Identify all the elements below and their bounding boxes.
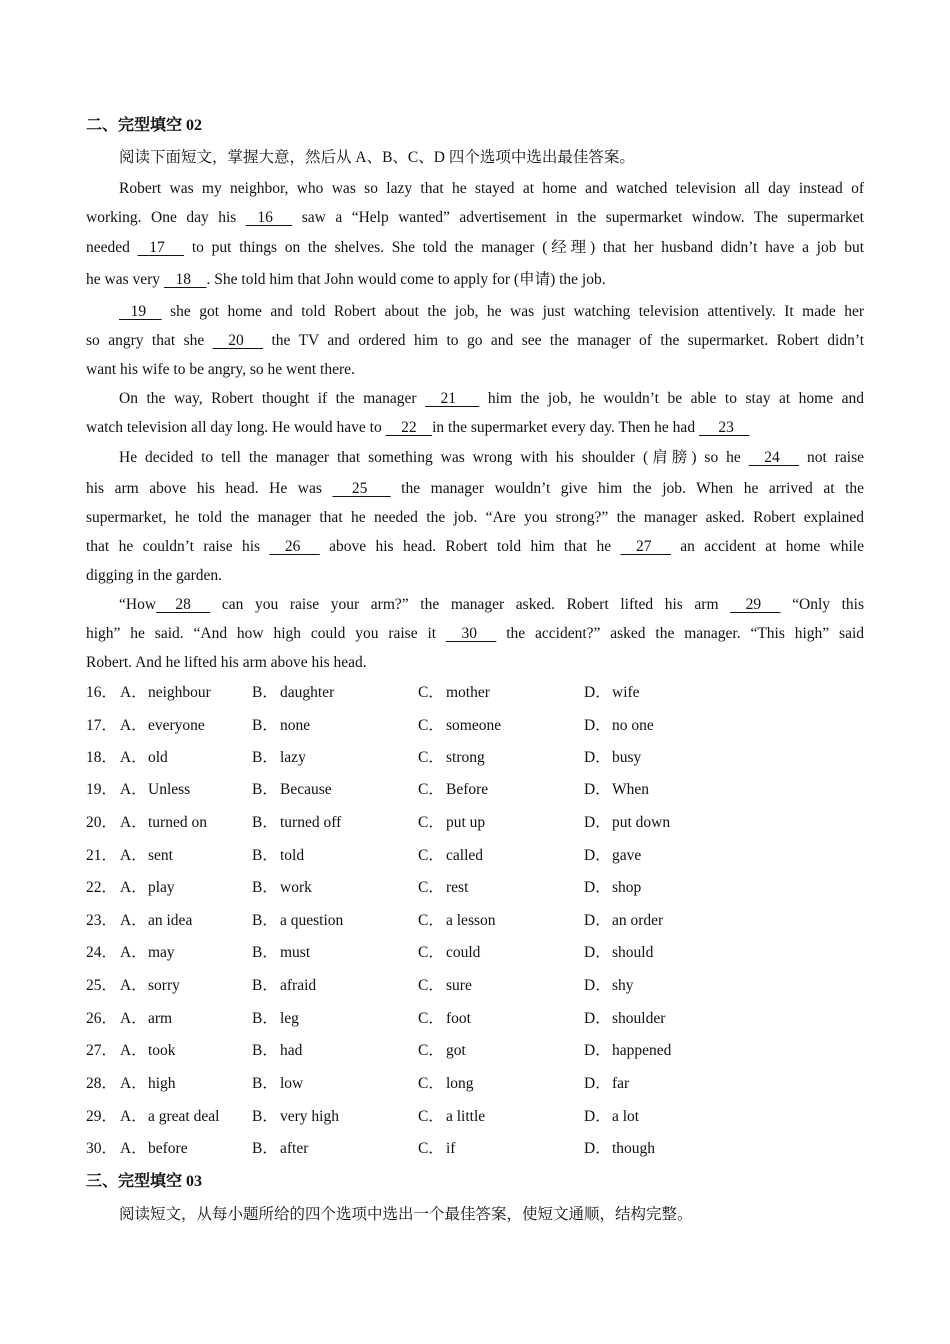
passage-line: working. One day his 16 saw a “Help wanted” advertisement in the supermarket window. The supermarket bbox=[86, 209, 864, 226]
option-a[interactable]: A．neighbour bbox=[120, 684, 211, 701]
question-number: 19． bbox=[86, 781, 118, 798]
blank-26: 26 bbox=[284, 538, 301, 555]
question-row bbox=[86, 1107, 864, 1131]
option-a[interactable]: A．sent bbox=[120, 847, 173, 864]
option-b[interactable]: B． leg bbox=[252, 1010, 299, 1027]
option-a[interactable]: A．arm bbox=[120, 1010, 173, 1027]
question-number: 21． bbox=[86, 847, 118, 864]
blank-20: 20 bbox=[228, 332, 244, 349]
option-d[interactable]: D．shop bbox=[584, 879, 642, 896]
option-b[interactable]: B． low bbox=[252, 1075, 304, 1092]
question-row bbox=[86, 1009, 864, 1033]
blank-21: 21 bbox=[440, 390, 457, 407]
option-d[interactable]: D．busy bbox=[584, 749, 642, 766]
option-a[interactable]: A．a great deal bbox=[120, 1108, 220, 1125]
option-b[interactable]: B． a question bbox=[252, 912, 344, 929]
passage-line: On the way, Robert thought if the manager 21 him the job, he wouldn’t be able to stay at home and bbox=[119, 390, 865, 407]
question-number: 16． bbox=[86, 684, 118, 701]
option-b[interactable]: B． lazy bbox=[252, 749, 306, 766]
option-d[interactable]: D．a lot bbox=[584, 1108, 640, 1125]
option-a[interactable]: A．play bbox=[120, 879, 175, 896]
option-a[interactable]: A．before bbox=[120, 1140, 188, 1157]
option-c[interactable]: C． Before bbox=[418, 781, 489, 798]
option-c[interactable]: C． strong bbox=[418, 749, 485, 766]
option-c[interactable]: C． rest bbox=[418, 879, 469, 896]
question-row bbox=[86, 1041, 864, 1065]
section-instruction: 阅读下面短文，掌握大意，然后从 A、B、C、D 四个选项中选出最佳答案。 bbox=[119, 149, 635, 166]
option-b[interactable]: B． had bbox=[252, 1042, 303, 1059]
option-b[interactable]: B． none bbox=[252, 717, 311, 734]
question-number: 18． bbox=[86, 749, 118, 766]
blank-25: 25 bbox=[351, 480, 368, 497]
blank-29: 29 bbox=[745, 596, 762, 613]
question-row bbox=[86, 716, 864, 740]
question-number: 23． bbox=[86, 912, 118, 929]
option-d[interactable]: D．happened bbox=[584, 1042, 672, 1059]
option-d[interactable]: D．shy bbox=[584, 977, 634, 994]
option-d[interactable]: D．gave bbox=[584, 847, 642, 864]
blank-22: 22 bbox=[401, 419, 417, 436]
passage-line: needed 17 to put things on the shelves. She told the manager (经理) that her husband didn’t have a job but bbox=[86, 239, 865, 256]
blank-17: 17 bbox=[149, 239, 165, 256]
blank-18: 18 bbox=[175, 271, 192, 288]
option-c[interactable]: C． mother bbox=[418, 684, 490, 701]
passage-line: “How 28 can you raise your arm?” the manager asked. Robert lifted his arm 29 “Only this bbox=[119, 596, 865, 613]
question-row bbox=[86, 748, 864, 772]
blank-28: 28 bbox=[175, 596, 191, 613]
passage-line: want his wife to be angry, so he went there. bbox=[86, 361, 355, 378]
option-c[interactable]: C． sure bbox=[418, 977, 472, 994]
blank-30: 30 bbox=[461, 625, 477, 642]
option-b[interactable]: B． told bbox=[252, 847, 305, 864]
option-a[interactable]: A．high bbox=[120, 1075, 176, 1092]
option-a[interactable]: A．took bbox=[120, 1042, 176, 1059]
passage-line: so angry that she 20 the TV and ordered him to go and see the manager of the supermarket. Robert didn’t bbox=[86, 332, 865, 349]
blank-23: 23 bbox=[718, 419, 734, 436]
question-row bbox=[86, 1074, 864, 1098]
option-b[interactable]: B． afraid bbox=[252, 977, 317, 994]
passage-line: high” he said. “And how high could you raise it 30 the accident?” asked the manager. “This high” said bbox=[86, 625, 865, 642]
passage-line: that he couldn’t raise his 26 above his head. Robert told him that he 27 an accident at home while bbox=[86, 538, 865, 555]
question-row bbox=[86, 911, 864, 935]
section-heading: 三、完型填空 03 bbox=[86, 1173, 203, 1190]
option-b[interactable]: B． turned off bbox=[252, 814, 342, 831]
option-a[interactable]: A．may bbox=[120, 944, 175, 961]
section-instruction: 阅读短文，从每小题所给的四个选项中选出一个最佳答案，使短文通顺，结构完整。 bbox=[119, 1206, 693, 1223]
option-b[interactable]: B． work bbox=[252, 879, 312, 896]
question-row bbox=[86, 813, 864, 837]
option-a[interactable]: A．Unless bbox=[120, 781, 191, 798]
passage-line: his arm above his head. He was 25 the manager wouldn’t give him the job. When he arrived at the bbox=[86, 480, 865, 497]
option-b[interactable]: B． daughter bbox=[252, 684, 335, 701]
option-a[interactable]: A．an idea bbox=[120, 912, 193, 929]
question-number: 28． bbox=[86, 1075, 118, 1092]
question-row bbox=[86, 1139, 864, 1163]
option-d[interactable]: D．no one bbox=[584, 717, 654, 734]
question-number: 30． bbox=[86, 1140, 118, 1157]
option-d[interactable]: D．far bbox=[584, 1075, 630, 1092]
question-row bbox=[86, 943, 864, 967]
option-c[interactable]: C． foot bbox=[418, 1010, 471, 1027]
option-d[interactable]: D．should bbox=[584, 944, 654, 961]
option-b[interactable]: B． very high bbox=[252, 1108, 339, 1125]
option-b[interactable]: B． must bbox=[252, 944, 311, 961]
question-number: 27． bbox=[86, 1042, 118, 1059]
blank-27: 27 bbox=[636, 538, 652, 555]
option-c[interactable]: C． a lesson bbox=[418, 912, 496, 929]
option-b[interactable]: B． Because bbox=[252, 781, 332, 798]
question-number: 24． bbox=[86, 944, 118, 961]
option-a[interactable]: A．sorry bbox=[120, 977, 180, 994]
passage-line: supermarket, he told the manager that he needed the job. “Are you strong?” the manager asked. Robert explained bbox=[86, 509, 864, 526]
passage-line: Robert was my neighbor, who was so lazy that he stayed at home and watched television all day instead of bbox=[119, 180, 864, 197]
option-a[interactable]: A．everyone bbox=[120, 717, 205, 734]
passage-line: He decided to tell the manager that something was wrong with his shoulder (肩膀) so he 24 not raise bbox=[119, 449, 865, 466]
option-c[interactable]: C． got bbox=[418, 1042, 466, 1059]
option-a[interactable]: A．old bbox=[120, 749, 168, 766]
option-b[interactable]: B． after bbox=[252, 1140, 309, 1157]
passage-line: watch television all day long. He would have to 22 in the supermarket every day. Then he had 23 bbox=[86, 418, 864, 438]
option-c[interactable]: C． a little bbox=[418, 1108, 486, 1125]
passage-line: digging in the garden. bbox=[86, 567, 223, 584]
question-number: 20． bbox=[86, 814, 118, 831]
option-d[interactable]: D．shoulder bbox=[584, 1010, 666, 1027]
option-d[interactable]: D．wife bbox=[584, 684, 640, 701]
question-number: 26． bbox=[86, 1010, 118, 1027]
question-row bbox=[86, 976, 864, 1000]
option-c[interactable]: C． called bbox=[418, 847, 484, 864]
question-number: 29． bbox=[86, 1108, 118, 1125]
option-d[interactable]: D．an order bbox=[584, 912, 664, 929]
option-a[interactable]: A．turned on bbox=[120, 814, 207, 831]
blank-19: 19 bbox=[130, 303, 147, 320]
blank-16: 16 bbox=[257, 209, 273, 226]
question-number: 17． bbox=[86, 717, 118, 734]
question-number: 25． bbox=[86, 977, 118, 994]
section-heading: 二、完型填空 02 bbox=[86, 117, 203, 134]
question-row bbox=[86, 780, 864, 804]
option-c[interactable]: C． put up bbox=[418, 814, 486, 831]
passage-line: 19 she got home and told Robert about the job, he was just watching television attentively. It made her bbox=[119, 302, 864, 322]
option-c[interactable]: C． could bbox=[418, 944, 481, 961]
option-d[interactable]: D．When bbox=[584, 781, 650, 798]
question-row bbox=[86, 846, 864, 870]
question-row bbox=[86, 878, 864, 902]
passage-line: he was very 18 . She told him that John would come to apply for (申请) the job. bbox=[86, 271, 606, 288]
option-c[interactable]: C． someone bbox=[418, 717, 502, 734]
option-c[interactable]: C． long bbox=[418, 1075, 474, 1092]
option-d[interactable]: D．though bbox=[584, 1140, 656, 1157]
blank-24: 24 bbox=[764, 449, 780, 466]
question-number: 22． bbox=[86, 879, 118, 896]
option-d[interactable]: D．put down bbox=[584, 814, 671, 831]
option-c[interactable]: C． if bbox=[418, 1140, 456, 1157]
question-row bbox=[86, 683, 864, 707]
passage-line: Robert. And he lifted his arm above his head. bbox=[86, 654, 367, 671]
